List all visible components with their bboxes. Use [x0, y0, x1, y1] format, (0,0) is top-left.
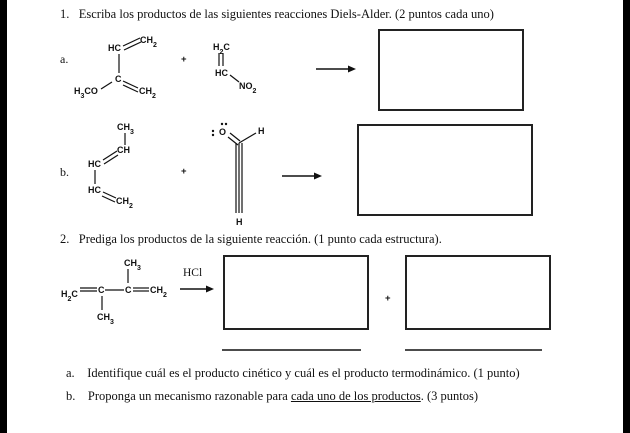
dienophile-1a-no2: $NO_2$	[239, 81, 257, 95]
reactant-q2-ch3-top: $CH_3$	[124, 258, 141, 272]
part-a-label: a.	[60, 52, 69, 66]
diene-1b-ch: CH	[117, 145, 130, 155]
diene-1b-hc2: HC	[88, 185, 101, 195]
subquestion-b-text-before: Proponga un mecanismo razonable para	[87, 389, 291, 403]
dienophile-1b-oxygen: O	[219, 127, 227, 137]
diene-1a	[74, 35, 157, 100]
dienophile-1a-h2c: $H_2C$	[213, 42, 230, 56]
plus-q2: +	[385, 293, 391, 304]
question-2-heading	[60, 232, 442, 247]
part-b-label: b.	[60, 165, 69, 179]
diene-1a-ch2-bottom: $CH_2$	[139, 86, 156, 100]
reactant-q2-ch2: $CH_2$	[150, 285, 167, 299]
dienophile-1a-hc: HC	[215, 68, 228, 78]
dienophile-1a	[213, 42, 257, 95]
dienophile-1b	[212, 123, 265, 227]
subquestion-a-text: Identifique cuál es el producto cinético y cuál es el producto termodinámico. (1 punto)	[87, 366, 520, 380]
diene-1a-h3co: $H_3CO$	[74, 86, 98, 100]
subquestion-a	[66, 366, 520, 381]
diene-1a-ch2-top: $CH_2$	[140, 35, 157, 49]
diene-1b-ch3: $CH_3$	[117, 122, 134, 136]
reactant-q2-c1: C	[98, 285, 105, 295]
question-1-number: 1.	[60, 7, 70, 21]
subquestion-b	[66, 389, 478, 404]
diene-1a-hc: HC	[108, 43, 121, 53]
question-1-text: Escriba los productos de las siguientes reacciones Diels-Alder. (2 puntos cada uno)	[78, 7, 494, 21]
dienophile-1b-h-top: H	[258, 126, 265, 136]
diene-1b	[88, 122, 134, 210]
reactant-q2-c2: C	[125, 285, 132, 295]
plus-1b: +	[181, 166, 187, 177]
subquestion-a-label: a.	[66, 366, 75, 380]
subquestion-b-text-after: . (3 puntos)	[420, 389, 479, 403]
diene-1a-c: C	[115, 74, 122, 84]
question-2-number: 2.	[60, 232, 70, 246]
reactant-q2-ch3-bottom: $CH_3$	[97, 312, 114, 326]
plus-1a: +	[181, 54, 187, 65]
diene-1b-hc1: HC	[88, 159, 101, 169]
reactant-q2-h2c: $H_2C$	[61, 289, 78, 303]
dienophile-1b-h-bottom: H	[236, 217, 243, 227]
question-2-text: Prediga los productos de la siguiente reacción. (1 punto cada estructura).	[78, 232, 442, 246]
reactant-q2	[61, 258, 167, 326]
reagent-hcl: HCl	[183, 267, 203, 279]
diene-1b-ch2: $CH_2$	[116, 196, 133, 210]
subquestion-b-label: b.	[66, 389, 76, 403]
subquestion-b-text-underlined: cada uno de los productos	[290, 389, 421, 403]
